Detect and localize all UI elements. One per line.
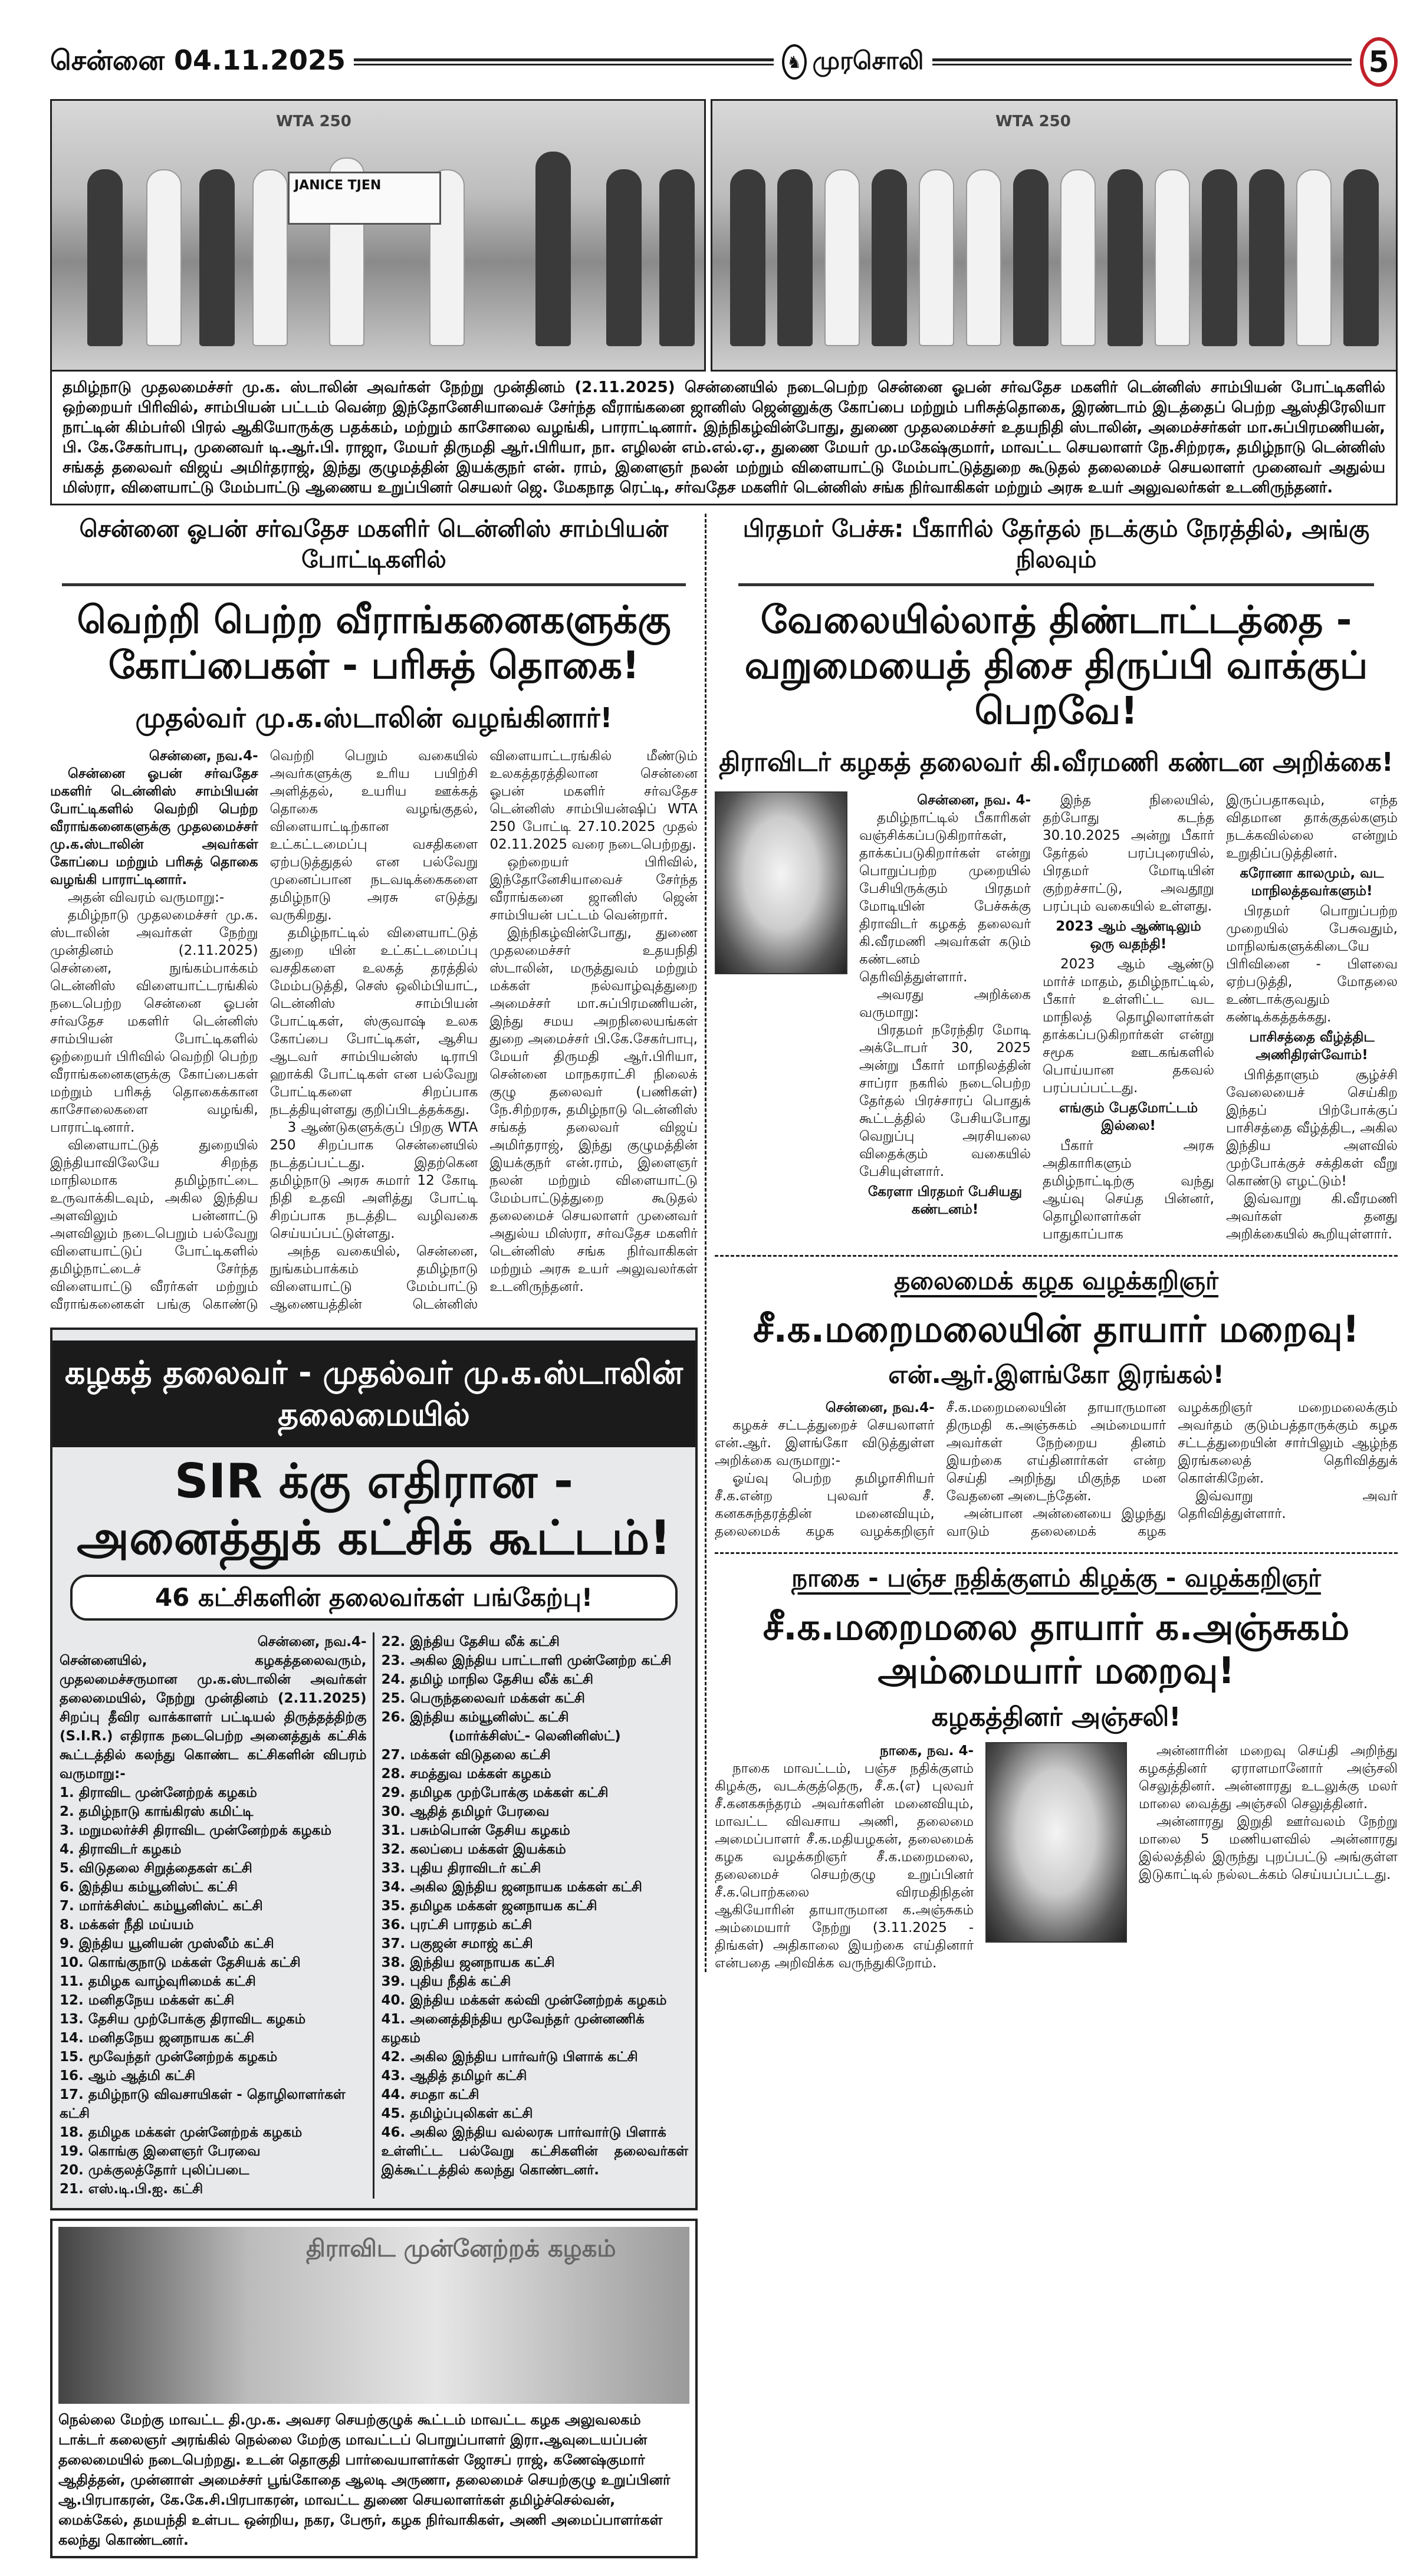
photo-caption: நெல்லை மேற்கு மாவட்ட தி.மு.க. அவசர செயற்குழுக் கூட்டம் மாவட்ட கழக அலுவலகம் டாக்டர் கலைஞர் அரங்கில் நெல்லை மேற்கு மாவட்டப் பொறுப்பாளர் இரா.ஆவுடையப்பன் தலைமையில் நடைபெற்றது. உடன் தொகுதி பார்வையாளர்கள் ஜோசப் ராஜ், கணேஷ்குமார் ஆதித்தன், முன்னாள் அமைச்சர் பூங்கோதை ஆலடி அருணா, தலைமைச் செயற்குழு உறுப்பினர் ஆ.பிரபாகரன், கே.கே.சி.பிரபாகரன், மாவட்ட துணை செயலாளர்கள் தமிழ்ச்செல்வன், மைக்கேல், தமயந்தி உள்பட ஒன்றிய, நகர, பேரூர், கழக நிர்வாகிகள், அணி அமைப்பாளர்கள் கலந்து கொண்டனர். [58,2411,671,2549]
party-list-item: 44. சமதா கட்சி [381,2087,479,2103]
article-body [715,1399,1398,1540]
dateline: நாகை, நவ. 4- [879,1743,974,1759]
party-list-item: 18. தமிழக மக்கள் முன்னேற்றக் கழகம் [60,2125,303,2141]
party-list-item: 9. இந்திய யூனியன் முஸ்லீம் கட்சி [60,1936,274,1952]
party-list-item: 8. மக்கள் நீதி மய்யம் [60,1917,194,1933]
party-list-item: 42. அகில இந்திய பார்வர்டு பிளாக் கட்சி [381,2049,638,2065]
paragraph: தமிழ்நாட்டில் பீகாரிகள் வஞ்சிக்கப்படுகிறார்கள், தாக்கப்படுகிறார்கள் என்று பொறுப்பற்ற முறையில் பேசியிருக்கும் பிரதமர் மோடியின் பேச்சுக்கு திராவிடர் கழகத் தலைவர் கி.வீரமணி அவர்கள் கடும் கண்டனம் தெரிவித்துள்ளார். [859,810,1031,985]
paragraph: இவ்வாறு அவர் தெரிவித்துள்ளார். [1178,1489,1398,1522]
box-closing: உள்ளிட்ட பல்வேறு கட்சிகளின் தலைவர்கள் இக்கூட்டத்தில் கலந்து கொண்டனர். [381,2144,688,2179]
dateline: சென்னை, நவ.4- [825,1400,935,1416]
party-list-item: 17. தமிழ்நாடு விவசாயிகள் - தொழிலாளர்கள் கட்சி [60,2087,346,2122]
party-list-item: 5. விடுதலை சிறுத்தைகள் கட்சி [60,1861,252,1877]
party-list-item: 6. இந்திய கம்யூனிஸ்ட் கட்சி [60,1880,238,1895]
party-list-item: 14. மனிதநேய ஜனநாயக கட்சி [60,2030,255,2046]
paragraph: 2023 ஆம் ஆண்டு மார்ச் மாதம், தமிழ்நாட்டில், பீகார் உள்ளிட்ட வட மாநிலத் தொழிலாளர்கள் தாக்கப்படுகிறார்கள் என்று சமூக ஊடகங்களில் பொய்யான தகவல் பரப்பப்பட்டது. [1043,956,1214,1096]
article-kicker: தலைமைக் கழக வழக்கறிஞர் [893,1266,1219,1295]
photo-sign: WTA 250 [276,113,351,130]
party-list-item: 21. எஸ்.டி.பி.ஐ. கட்சி [60,2181,203,2197]
paragraph: ஓய்வு பெற்ற தமிழாசிரியர் சீ.க.என்ற புலவர் சீ. கனகசுந்தரத்தின் மனைவியும், தலைமைக் கழக வழக்கறிஞர் சீ.க.மறைமலையின் தாயாருமான திருமதி க.அஞ்சுகம் அம்மையார் அவர்கள் நேற்றைய தினம் இயற்கை எய்தினார்கள் என்ற செய்தி அறிந்து மிகுந்த மன வேதனை அடைந்தேன். [715,1400,1166,1540]
paragraph: அந்த வகையில், சென்னை, நுங்கம்பாக்கம் தமிழ்நாடு விளையாட்டு மேம்பாட்டு ஆணையத்தின் டென்னிஸ் விளையாட்டரங்கில் மீண்டும் உலகத்தரத்திலான சென்னை ஓபன் மகளிர் சர்வதேச டென்னிஸ் சாம்பியன்ஷிப் WTA 250 போட்டி 27.10.2025 முதல் 02.11.2025 வரை நடைபெற்றது. [270,748,698,1313]
dateline: சென்னை, நவ.4- [257,1634,367,1650]
article-kicker: சென்னை ஓபன் சர்வதேச மகளிர் டென்னிஸ் சாம்பியன் போட்டிகளில் [62,514,686,586]
page-number: 5 [1360,37,1398,87]
maraimalai-condolence [715,1255,1398,1541]
box-kicker: கழகத் தலைவர் - முதல்வர் மு.க.ஸ்டாலின் தலைமையில் [52,1340,695,1447]
paragraph: அன்னாரது இறுதி ஊர்வலம் நேற்று மாலை 5 மணியளவில் அன்னாரது இல்லத்தில் இருந்து புறப்பட்டு அங்குள்ள இடுகாட்டில் நல்லடக்கம் செய்யப்பட்டது. [1139,1813,1398,1882]
section-subheading: கரோனா காலமும், வட மாநிலத்தவர்களும்! [1240,865,1384,899]
party-list-item: 29. தமிழக முற்போக்கு மக்கள் கட்சி [381,1785,609,1801]
paragraph: கழகச் சட்டத்துறைச் செயலாளர் என்.ஆர். இளங்கோ விடுத்துள்ள அறிக்கை வருமாறு:- [715,1418,935,1469]
party-list-item: 41. அனைத்திந்திய மூவேந்தர் முன்னணிக் கழகம் [381,2012,645,2046]
article-subhead: கழகத்தினர் அஞ்சலி! [931,1701,1181,1732]
masthead-title: முரசொலி [812,45,924,75]
party-list-item: (மார்க்சிஸ்ட்- லெனினிஸ்ட்) [448,1729,621,1744]
party-list-item: 33. புதிய திராவிடர் கட்சி [381,1861,541,1877]
party-list-item: 27. மக்கள் விடுதலை கட்சி [381,1747,551,1763]
article-headline: சீ.க.மறைமலை தாயார் க.அஞ்சுகம் அம்மையார் மறைவு! [763,1605,1350,1693]
committee-photo-box [50,2219,698,2558]
paragraph: இவ்வாறு கி.வீரமணி அவர்கள் தனது அறிக்கையில் கூறியுள்ளார். [1226,1191,1398,1242]
section-subheading: கேரளா பிரதமர் பேசியது கண்டனம்! [867,1184,1023,1217]
article-body [50,747,698,1313]
party-list-item: 11. தமிழக வாழ்வுரிமைக் கட்சி [60,1974,256,1990]
party-list-item: 37. பகுஜன் சமாஜ் கட்சி [381,1936,533,1952]
paragraph: பிரித்தாளும் சூழ்ச்சி வேலையைச் செய்கிற இந்தப் பிற்போக்குப் பாசிசத்தை வீழ்த்திட, அகில இந்திய அளவில் முற்போக்குச் சக்திகள் வீறு கொண்டு எழட்டும்! [1226,1067,1398,1189]
paragraph: அன்னாரின் மறைவு செய்தி அறிந்து கழகத்தினர் ஏராளமானோர் அஞ்சலி செலுத்தினர். அன்னாரது உடலுக்கு மலர் மாலை வைத்து அஞ்சலி செலுத்தினர். [1139,1743,1398,1812]
nagai-condolence [715,1552,1398,1972]
party-list-item: 22. இந்திய தேசிய லீக் கட்சி [381,1634,560,1650]
award-photo-left [50,99,706,372]
party-list-item: 24. தமிழ் மாநில தேசிய லீக் கட்சி [381,1672,593,1688]
party-list-item: 31. பசும்பொன் தேசிய கழகம் [381,1823,570,1839]
box-intro: சென்னையில், கழகத்தலைவரும், முதலமைச்சருமான மு.க.ஸ்டாலின் அவர்கள் தலைமையில், நேற்று முன்தினம் (2.11.2025) சிறப்பு தீவிர வாக்காளர் பட்டியல் திருத்தத்திற்கு (S.I.R.) எதிராக நடைபெற்ற அனைத்துக் கட்சிக் கூட்டத்தில் கலந்து கொண்ட கட்சிகளின் விபரம் வருமாறு:- [60,1653,367,1782]
paragraph: பிரதமர் பொறுப்பற்ற முறையில் பேசுவதும், மாநிலங்களுக்கிடையே பிரிவினை - பிளவை ஏற்படுத்தி, மோதலை உண்டாக்குவதும் கண்டிக்கத்தக்கது. [1226,903,1398,1025]
photo-banner: திராவிட முன்னேற்றக் கழகம் [306,2235,616,2263]
dateline: சென்னை, நவ.4- [149,748,258,764]
dateline: சென்னை, நவ. 4- [917,792,1031,808]
article-subhead: திராவிடர் கழகத் தலைவர் கி.வீரமணி கண்டன அறிக்கை! [719,747,1394,778]
article-headline: வேலையில்லாத் திண்டாட்டத்தை - வறுமையைத் திசை திருப்பி வாக்குப் பெறவே! [744,599,1368,733]
article-kicker: பிரதமர் பேச்சு: பீகாரில் தேர்தல் நடக்கும் நேரத்தில், அங்கு நிலவும் [738,514,1374,586]
party-list-item: 40. இந்திய மக்கள் கல்வி முன்னேற்றக் கழகம் [381,1993,667,2009]
party-list-item: 3. மறுமலர்ச்சி திராவிட முன்னேற்றக் கழகம் [60,1823,332,1839]
award-photo-right [711,99,1398,372]
article-body-continued [1139,1742,1398,1884]
party-list-item: 43. ஆதித் தமிழர் கட்சி [381,2068,527,2084]
party-list-item: 25. பெருந்தலைவர் மக்கள் கட்சி [381,1691,585,1707]
participation-badge: 46 கட்சிகளின் தலைவர்கள் பங்கேற்பு! [70,1575,678,1621]
party-list-item: 26. இந்திய கம்யூனிஸ்ட் கட்சி [381,1710,569,1726]
party-list-item: 23. அகில இந்திய பாட்டாளி முன்னேற்ற கட்சி [381,1653,672,1669]
tennis-article [50,514,698,1313]
paragraph: நாகை மாவட்டம், பஞ்ச நதிக்குளம் கிழக்கு, வடக்குத்தெரு, சீ.க.(எ) புலவர் சீ.கனகசுந்தரம் அவர்களின் மனைவியும், மாவட்ட விவசாய அணி, தலைமை அமைப்பாளர் சீ.க.மதியழகன், தலைமைக் கழக வழக்கறிஞர் சீ.க.மறைமலை, தலைமைச் செயற்குழு உறுப்பினர் சீ.க.பொற்கலை விரமதிநிதன் ஆகியோரின் தாயாருமான க.அஞ்சுகம் அம்மையார் நேற்று (3.11.2025 - திங்கள்) அதிகாலை இயற்கை எய்தினார் என்பதை அறிவிக்க வருந்துகிறோம். [715,1760,974,1971]
party-list-item: 39. புதிய நீதிக் கட்சி [381,1974,511,1990]
party-list-item: 16. ஆம் ஆத்மி கட்சி [60,2068,196,2084]
party-list-item: 46. அகில இந்திய வல்லரசு பார்வார்டு பிளாக் [381,2125,666,2141]
party-list-item: 30. ஆதித் தமிழர் பேரவை [381,1804,550,1820]
veeramani-article [715,514,1398,1243]
party-list-item: 15. மூவேந்தர் முன்னேற்றக் கழகம் [60,2049,278,2065]
paragraph: அன்பான அன்னையை இழந்து வாடும் தலைமைக் கழக வழக்கறிஞர் மறைமலைக்கும் அவர்தம் குடும்பத்தாருக்கும் கழக சட்டத்துறையின் சார்பிலும் ஆழ்ந்த இரங்கலைத் தெரிவித்துக் கொள்கிறேன். [946,1400,1398,1540]
party-list-item: 4. திராவிடர் கழகம் [60,1842,182,1858]
city-date: சென்னை 04.11.2025 [50,44,346,76]
party-list [382,1632,689,2142]
paragraph: இந்நிகழ்வின்போது, துணை முதலமைச்சர் உதயநிதி ஸ்டாலின், மருத்துவம் மற்றும் மக்கள் நல்வாழ்வுத்துறை அமைச்சர் மா.சுப்பிரமணியன், இந்து சமய அறநிலையங்கள் துறை அமைச்சர் பி.கே.சேகர்பாபு, மேயர் திருமதி ஆர்.பிரியா, சென்னை மாநகராட்சி நிலைக் குழு தலைவர் (பணிகள்) நே.சிற்றரசு, தமிழ்நாடு டென்னிஸ் சங்கத் தலைவர் விஜய் அமிர்தராஜ், இந்து குழுமத்தின் இயக்குநர் என்.ராம், இளைஞர் நலன் மற்றும் விளையாட்டு மேம்பாட்டுத்துறை கூடுதல் தலைமைச் செயலாளர் முனைவர் அதுல்ய மிஸ்ரா, சர்வதேச மகளிர் டென்னிஸ் சங்க நிர்வாகிகள் மற்றும் அரசு உயர் அலுவலர்கள் உடனிருந்தனர். [489,925,698,1295]
committee-photo [58,2227,689,2404]
article-subhead: முதல்வர் மு.க.ஸ்டாலின் வழங்கினார்! [135,701,613,734]
party-list-item: 12. மனிதநேய மக்கள் கட்சி [60,1993,235,2009]
paragraph: பீகார் அரசு அதிகாரிகளும் தமிழ்நாட்டிற்கு வந்து ஆய்வு செய்த பின்னர், தொழிலாளர்கள் பாதுகாப்பாக இருப்பதாகவும், எந்த விதமான தாக்குதல்களும் நடக்கவில்லை என்றும் உறுதிப்படுத்தினர். [1043,792,1398,1242]
anjugam-portrait [985,1742,1127,1943]
section-subheading: 2023 ஆம் ஆண்டிலும் ஒரு வதந்தி! [1056,918,1201,952]
paragraph: அதன் விவரம் வருமாறு:- [68,890,225,906]
masthead [782,44,924,80]
prize-check [288,172,441,225]
article-kicker: நாகை - பஞ்ச நதிக்குளம் கிழக்கு - வழக்கறிஞர் [791,1563,1321,1593]
party-list [60,1783,367,2199]
party-list-item: 13. தேசிய முற்போக்கு திராவிட கழகம் [60,2012,306,2028]
section-subheading: பாசிசத்தை வீழ்த்திட அணிதிரள்வோம்! [1249,1029,1375,1063]
paragraph: ஒற்றையர் பிரிவில், இந்தோனேசியாவைச் சேர்ந்த வீராங்கனை ஜானிஸ் ஜென் சாம்பியன் பட்டம் வென்றார். [489,855,698,924]
page-header [50,35,1398,88]
party-list-item: 20. முக்குலத்தோர் புலிப்படை [60,2163,249,2179]
party-list-item: 45. தமிழ்ப்புலிகள் கட்சி [381,2106,533,2122]
party-list-item: 19. கொங்கு இளைஞர் பேரவை [60,2144,261,2160]
article-body [715,1742,974,1972]
party-list-item: 38. இந்திய ஜனநாயக கட்சி [381,1955,555,1971]
party-list-item: 1. திராவிட முன்னேற்றக் கழகம் [60,1785,257,1801]
party-list-item: 28. சமத்துவ மக்கள் கழகம் [381,1766,551,1782]
photo-caption: தமிழ்நாடு முதலமைச்சர் மு.க. ஸ்டாலின் அவர்கள் நேற்று முன்தினம் (2.11.2025) சென்னையில் நடைபெற்ற சென்னை ஓபன் சர்வதேச மகளிர் டென்னிஸ் சாம்பியன் போட்டிகளில் ஒற்றையர் பிரிவில், சாம்பியன் பட்டம் வென்ற இந்தோனேசியாவைச் சேர்ந்த வீராங்கனை ஜானிஸ் ஜென்னுக்கு கோப்பை மற்றும் பரிசுத்தொகை, இரண்டாம் இடத்தைப் பெற்ற ஆஸ்திரேலியா நாட்டின் கிம்பர்லி பிரல் ஆகியோருக்கு பதக்கம், மற்றும் காசோலை வழங்கி, பாராட்டினார். இந்நிகழ்வின்போது, துணை முதலமைச்சர் உதயநிதி ஸ்டாலின், அமைச்சர்கள் மா.சுப்பிரமணியன், பி. கே.சேகர்பாபு, முனைவர் டி.ஆர்.பி. ராஜா, மேயர் திருமதி ஆர்.பிரியா, நா. எழிலன் எம்.எல்.ஏ., துணை மேயர் மு.மகேஷ்குமார், மாவட்ட செயலாளர் நே.சிற்றரசு, தமிழ்நாடு டென்னிஸ் சங்கத் தலைவர் விஜய் அமிர்தராஜ், இந்து குழுமத்தின் இயக்குநர் என். ராம், இளைஞர் நலன் மற்றும் விளையாட்டு மேம்பாட்டுத்துறை கூடுதல் தலைமைச் செயலாளர் முனைவர் அதுல்ய மிஸ்ரா, விளையாட்டு மேம்பாட்டு ஆணைய உறுப்பினர் செயலர் ஜெ. மேகநாத ரெட்டி, சர்வதேச மகளிர் டென்னிஸ் சங்க நிர்வாகிகள் மற்றும் அரசு உயர் அலுவலர்கள் உடனிருந்தனர். [50,372,1398,505]
paragraph: 3 ஆண்டுகளுக்குப் பிறகு WTA 250 சிறப்பாக சென்னையில் நடத்தப்பட்டது. இதற்கென தமிழ்நாடு அரசு சுமார் 12 கோடி நிதி உதவி அளித்து போட்டி சிறப்பாக நடத்திட வழிவகை செய்யப்பட்டுள்ளது. [270,1120,478,1242]
box-headline: SIR க்கு எதிரான - அனைத்துக் கட்சிக் கூட்டம்! [77,1453,671,1565]
article-headline: வெற்றி பெற்ற வீராங்கனைகளுக்கு கோப்பைகள் - பரிசுத் தொகை! [77,599,671,688]
paragraph: சென்னை ஓபன் சர்வதேச மகளிர் டென்னிஸ் சாம்பியன் போட்டிகளில் வெற்றி பெற்ற வீராங்கனைகளுக்கு முதலமைச்சர் மு.க.ஸ்டாலின் அவர்கள் கோப்பை மற்றும் பரிசுத் தொகை வழங்கி பாராட்டினார். [50,766,258,888]
party-list-item: 10. கொங்குநாடு மக்கள் தேசியக் கட்சி [60,1955,301,1971]
check-label: JANICE TJEN [294,178,382,193]
header-rule [932,58,1352,65]
article-subhead: என்.ஆர்.இளங்கோ இரங்கல்! [888,1359,1224,1389]
paragraph: அவரது அறிக்கை வருமாறு: [859,987,1031,1020]
article-body [859,791,1398,1243]
article-headline: சீ.க.மறைமலையின் தாயார் மறைவு! [753,1307,1359,1351]
paragraph: தமிழ்நாடு முதலமைச்சர் மு.க. ஸ்டாலின் அவர்கள் நேற்று முன்தினம் (2.11.2025) சென்னை, நுங்கம்பாக்கம் டென்னிஸ் விளையாட்டரங்கில் நடைபெற்ற சென்னை ஓபன் சர்வதேச மகளிர் டென்னிஸ் சாம்பியன் போட்டிகளில் ஒற்றையர் பிரிவில் வெற்றி பெற்ற வீராங்கனைகளுக்கு கோப்பைகள் மற்றும் பரிசுத் தொகைக்கான காசோலைகளை வழங்கி, பாராட்டினார். [50,908,258,1136]
party-list-item: 32. கலப்பை மக்கள் இயக்கம் [381,1842,566,1858]
section-subheading: எங்கும் பேதமோட்டம் இல்லை! [1059,1100,1198,1133]
sir-meeting-box [50,1328,698,2210]
paragraph: பிரதமர் நரேந்திர மோடி அக்டோபர் 30, 2025 அன்று பீகார் மாநிலத்தின் சாப்ரா நகரில் நடைபெற்ற தேர்தல் பிரச்சாரப் பொதுக் கூட்டத்தில் பேசியபோது வெறுப்பு அரசியலை விதைக்கும் வகையில் பேசியுள்ளார். [859,1022,1031,1179]
photo-sign: WTA 250 [995,113,1071,130]
veeramani-portrait [715,791,847,974]
paragraph: விளையாட்டுத் துறையில் இந்தியாவிலேயே சிறந்த மாநிலமாக தமிழ்நாட்டை உருவாக்கிடவும், அகில இந்திய அளவிலும் பன்னாட்டு அளவிலும் நடைபெறும் பல்வேறு விளையாட்டுப் போட்டிகளில் தமிழ்நாட்டைச் சேர்ந்த விளையாட்டு வீரர்கள் மற்றும் வீராங்கனைகள் பங்கு கொண்டு வெற்றி பெறும் வகையில் அவர்களுக்கு உரிய பயிற்சி அளித்தல், உயரிய ஊக்கத் தொகை வழங்குதல், விளையாட்டிற்கான உட்கட்டமைப்பு வசதிகளை ஏற்படுத்துதல் என பல்வேறு முனைப்பான நடவடிக்கைகளை தமிழ்நாடு அரசு எடுத்து வருகிறது. [50,748,478,1313]
party-list-item: 35. தமிழக மக்கள் ஜனநாயக கட்சி [381,1898,597,1914]
paragraph: இந்த நிலையில், தற்போது கடந்த 30.10.2025 அன்று பீகார் தேர்தல் பரப்புரையில், பிரதமர் மோடியின் குற்றச்சாட்டு, அவதூறு பரப்பும் வகையில் உள்ளது. [1043,792,1214,914]
party-list-item: 34. அகில இந்திய ஜனநாயக மக்கள் கட்சி [381,1880,642,1895]
drum-logo-icon: ♞ [782,44,807,80]
party-list-item: 7. மார்க்சிஸ்ட் கம்யூனிஸ்ட் கட்சி [60,1898,263,1914]
paragraph: தமிழ்நாட்டில் விளையாட்டுத் துறை யின் உட்கட்டமைப்பு வசதிகளை உலகத் தரத்தில் மேம்படுத்தி, செஸ் ஒலிம்பியாட், டென்னிஸ் சாம்பியன் போட்டிகள், ஸ்குவாஷ் உலக கோப்பை போட்டிகள், ஆசிய ஆடவர் சாம்பியன்ஸ் டிராபி ஹாக்கி போட்டிகள் என பல்வேறு போட்டிகளை சிறப்பாக நடத்தியுள்ளது குறிப்பிடத்தக்கது. [270,925,478,1118]
header-rule [354,58,773,65]
party-list-item: 36. புரட்சி பாரதம் கட்சி [381,1917,533,1933]
party-list-item: 2. தமிழ்நாடு காங்கிரஸ் கமிட்டி [60,1804,254,1820]
